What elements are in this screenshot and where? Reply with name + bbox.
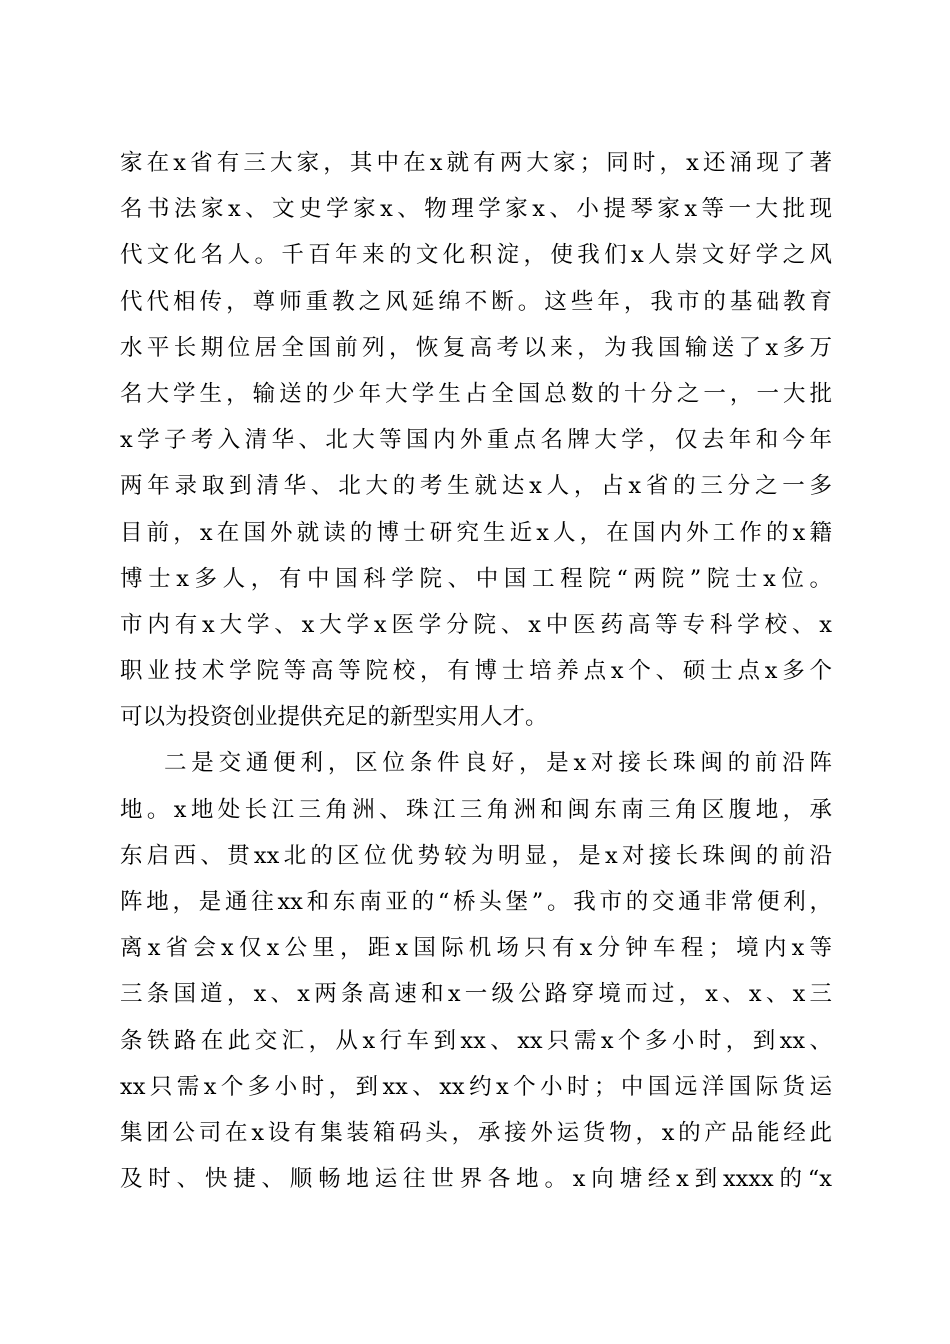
paragraph-transportation: [120, 740, 832, 1202]
body-text: [120, 140, 832, 1202]
text-line: 阵地，是通往xx和东南亚的“桥头堡”。我市的交通非常便利，: [120, 889, 832, 915]
text-line: 代代相传，尊师重教之风延绵不断。这些年，我市的基础教育: [120, 288, 832, 315]
text-line: 目前，x在国外就读的博士研究生近x人，在国内外工作的x籍: [120, 519, 832, 546]
text-line: 集团公司在x设有集装箱码头，承接外运货物，x的产品能经此: [120, 1119, 832, 1146]
text-line: 水平长期位居全国前列，恢复高考以来，为我国输送了x多万: [120, 334, 832, 361]
text-line: 三条国道，x、x两条高速和x一级公路穿境而过，x、x、x三: [120, 981, 832, 1008]
text-line: 两年录取到清华、北大的考生就达x人，占x省的三分之一多: [120, 473, 832, 500]
text-line: xx只需x个多小时，到xx、xx约x个小时；中国远洋国际货运: [120, 1073, 832, 1100]
text-line: 及时、快捷、顺畅地运往世界各地。x向塘经x到xxxx的“x: [120, 1166, 832, 1193]
text-line: 名书法家x、文史学家x、物理学家x、小提琴家x等一大批现: [120, 196, 832, 223]
text-line: 离x省会x仅x公里，距x国际机场只有x分钟车程；境内x等: [120, 935, 832, 962]
text-line: 代文化名人。千百年来的文化积淀，使我们x人崇文好学之风: [120, 242, 832, 269]
text-line: 家在x省有三大家，其中在x就有两大家；同时，x还涌现了著: [120, 150, 832, 176]
text-line: 博士x多人，有中国科学院、中国工程院“两院”院士x位。: [120, 565, 832, 592]
text-line: 东启西、贯xx北的区位优势较为明显，是x对接长珠闽的前沿: [120, 842, 832, 869]
text-line: 条铁路在此交汇，从x行车到xx、xx只需x个多小时，到xx、: [120, 1027, 832, 1054]
paragraph-education: [120, 140, 832, 740]
text-line: x学子考入清华、北大等国内外重点名牌大学，仅去年和今年: [120, 427, 832, 454]
text-line: 可以为投资创业提供充足的新型实用人才。: [120, 704, 548, 731]
text-line: 市内有x大学、x大学x医学分院、x中医药高等专科学校、x: [120, 611, 832, 638]
text-line: 二是交通便利，区位条件良好，是x对接长珠闽的前沿阵: [164, 750, 832, 777]
text-line: 职业技术学院等高等院校，有博士培养点x个、硕士点x多个: [120, 658, 832, 685]
text-line: 名大学生，输送的少年大学生占全国总数的十分之一，一大批: [120, 380, 832, 407]
text-line: 地。x地处长江三角洲、珠江三角洲和闽东南三角区腹地，承: [120, 796, 832, 823]
